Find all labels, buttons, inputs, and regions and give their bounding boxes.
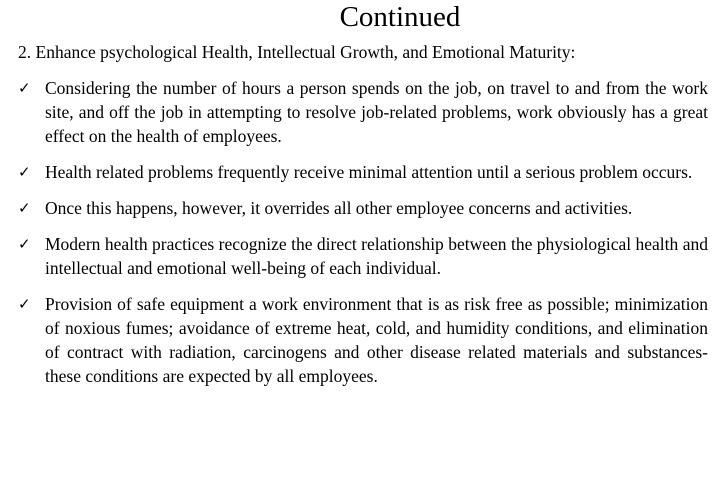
check-mark-icon: ✓ [18, 199, 31, 217]
bullet-item [18, 76, 708, 148]
bullet-item [18, 160, 708, 184]
bullet-list [18, 76, 708, 400]
check-mark-icon: ✓ [18, 163, 31, 181]
check-mark-icon: ✓ [18, 79, 31, 97]
bullet-item [18, 292, 708, 388]
bullet-text: Modern health practices recognize the direct relationship between the physiological health and intellectual and emotional well-being of each individual. [45, 234, 708, 278]
check-mark-icon: ✓ [18, 295, 31, 313]
section-heading: 2. Enhance psychological Health, Intellectual Growth, and Emotional Maturity: [18, 42, 576, 62]
bullet-text: Provision of safe equipment a work environment that is as risk free as possible; minimization of noxious fumes; avoidance of extreme heat, cold, and humidity conditions, and elimination of contract with radiation, carcinogens and other disease related materials and substances-these conditions are expected by all employees. [45, 294, 708, 386]
bullet-text: Health related problems frequently receive minimal attention until a serious problem occurs. [45, 162, 693, 182]
slide-title: Continued [339, 1, 461, 33]
bullet-item [18, 196, 708, 220]
bullet-text: Considering the number of hours a person spends on the job, on travel to and from the work site, and off the job in attempting to resolve job-related problems, work obviously has a great effect on the health of employees. [45, 78, 708, 146]
bullet-item [18, 232, 708, 280]
bullet-text: Once this happens, however, it overrides all other employee concerns and activities. [45, 198, 633, 218]
check-mark-icon: ✓ [18, 235, 31, 253]
